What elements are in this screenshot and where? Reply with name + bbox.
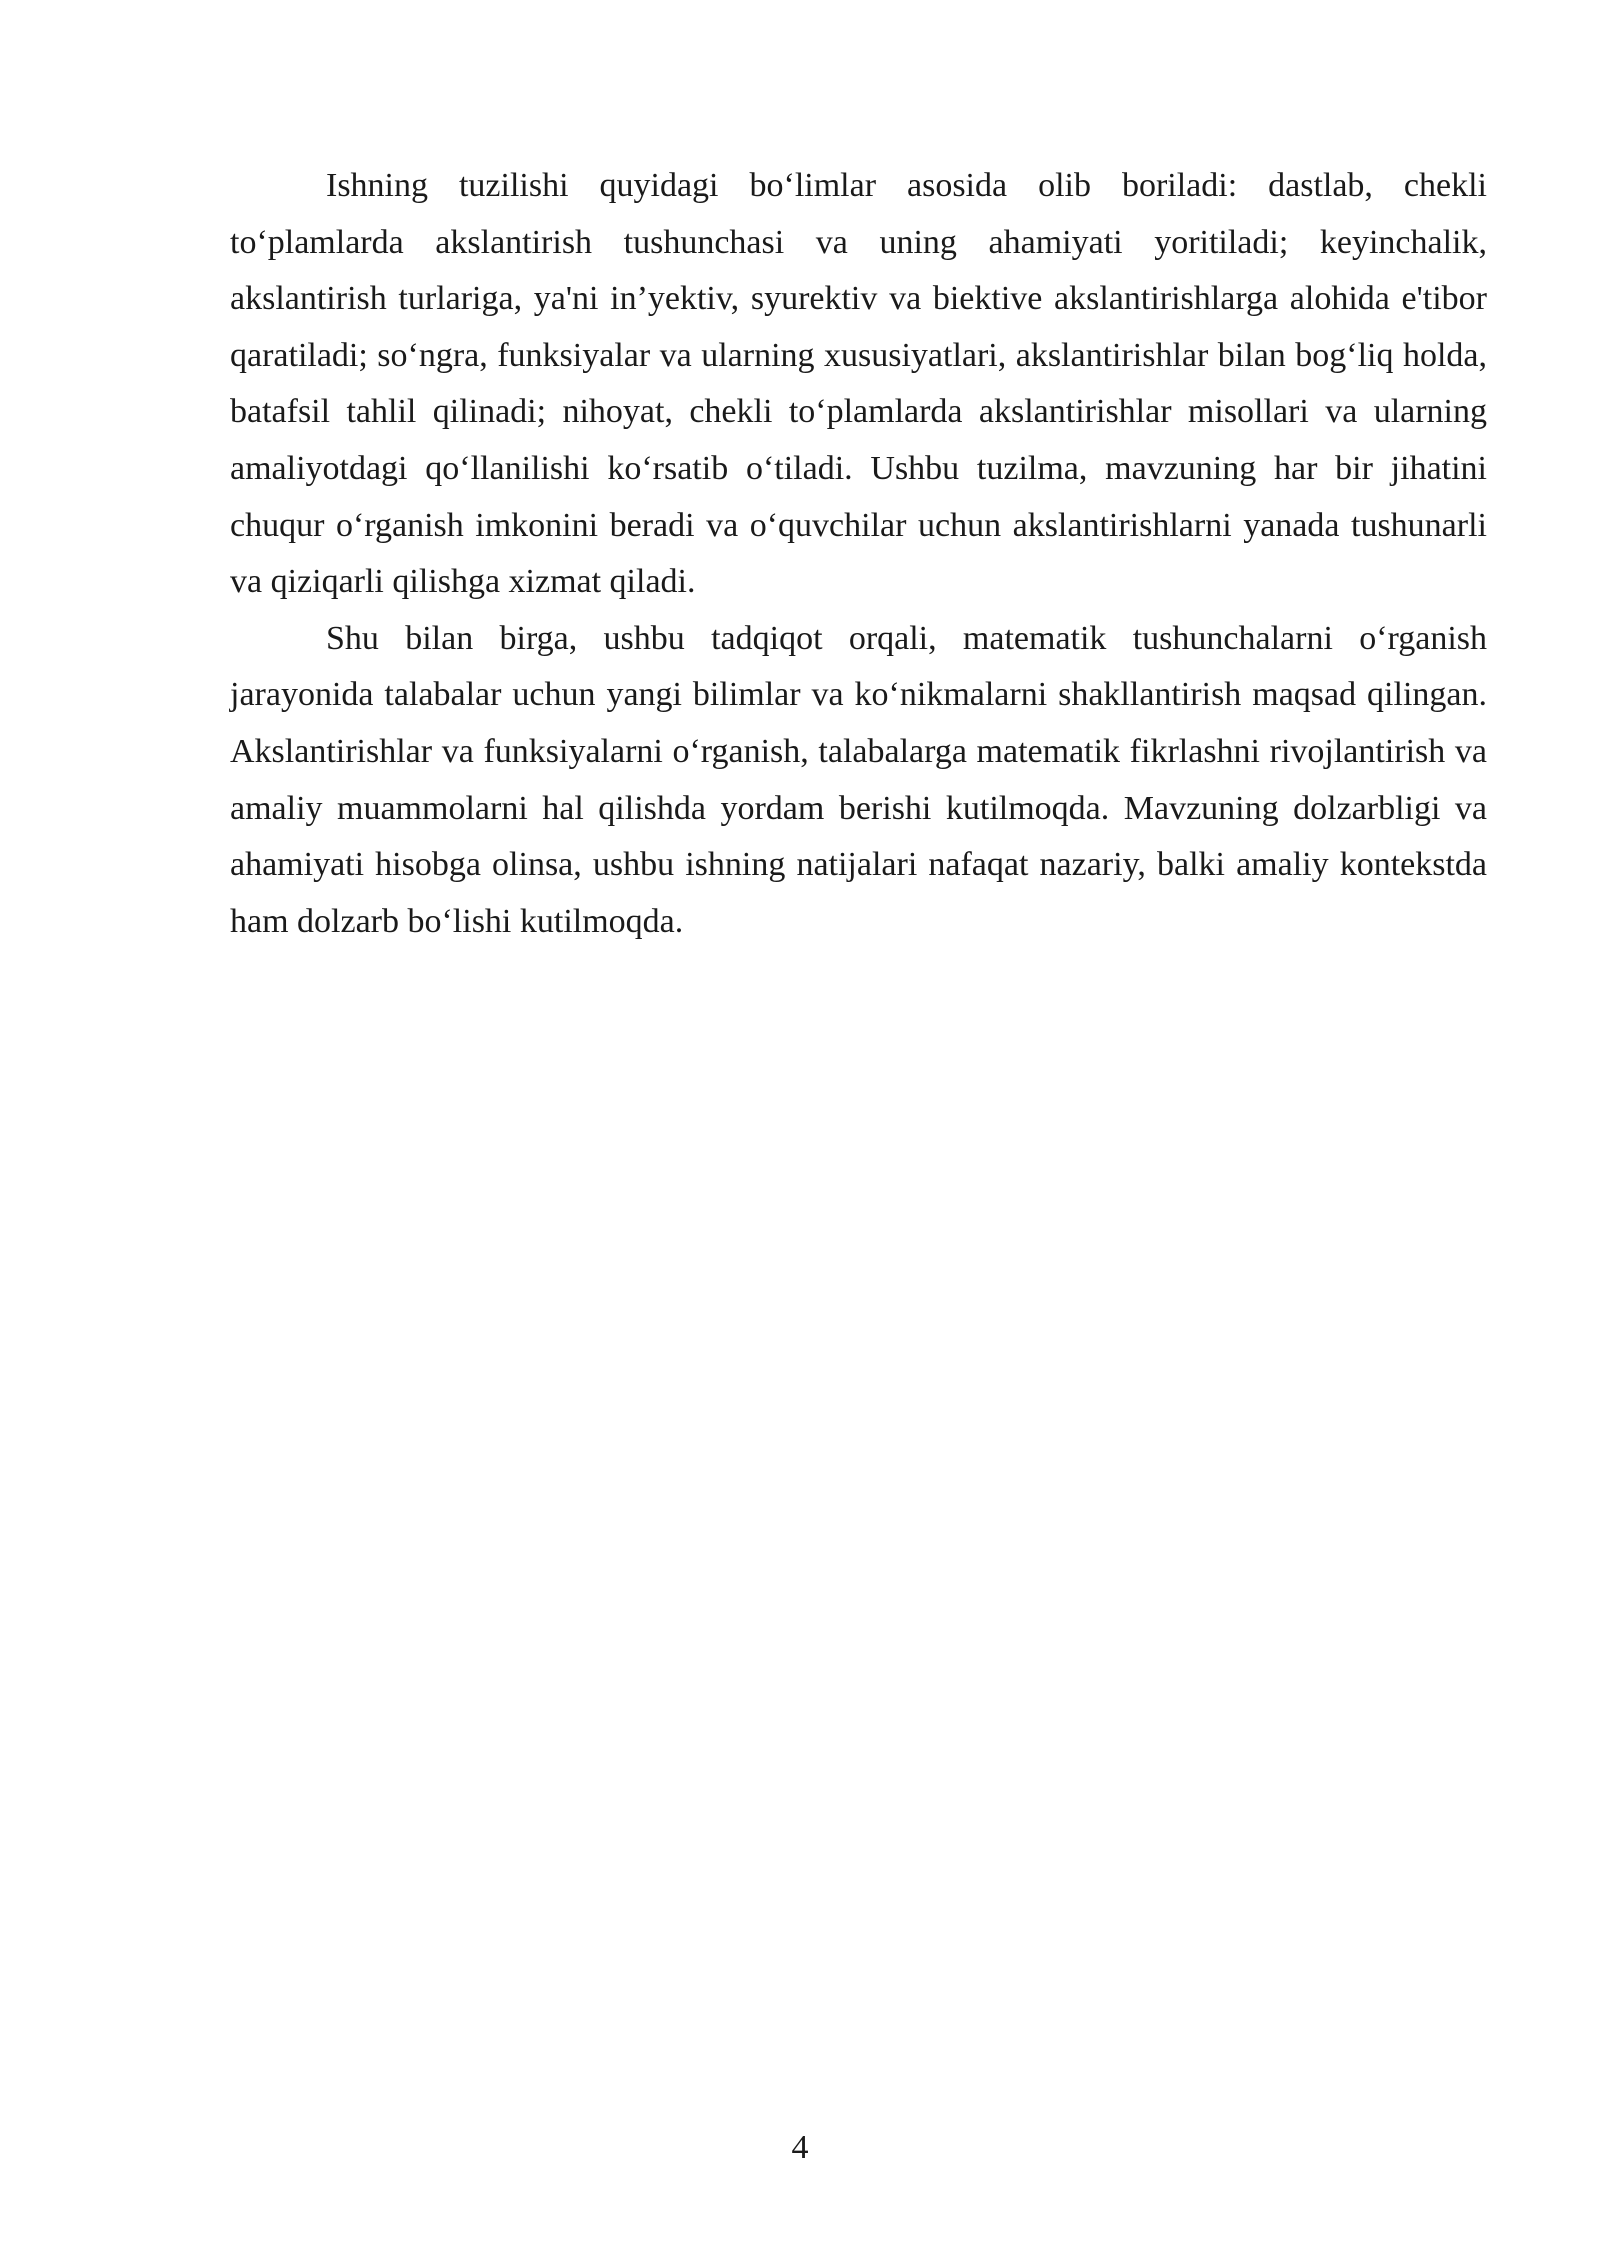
paragraph-goals: Shu bilan birga, ushbu tadqiqot orqali, matematik tushunchalarni o‘rganish jarayonida talabalar uchun yangi bilimlar va ko‘nikmalarni shakllantirish maqsad qilingan. Akslantirishlar va funksiyalarni o‘rganish, talabalarga matematik fikrlashni rivojlantirish va amaliy muammolarni hal qilishda yordam berishi kutilmoqda. Mavzuning dolzarbligi va ahamiyati hisobga olinsa, ushbu ishning natijalari nafaqat nazariy, balki amaliy kontekstda ham dolzarb bo‘lishi kutilmoqda. xyxy=(230,619,1487,940)
body-text xyxy=(230,158,1487,950)
page-number: 4 xyxy=(791,2129,809,2166)
paragraph-structure: Ishning tuzilishi quyidagi bo‘limlar asosida olib boriladi: dastlab, chekli to‘plamlarda akslantirish tushunchasi va uning ahamiyati yoritiladi; keyinchalik, akslantirish turlariga, ya'ni in’yektiv, syurektiv va biektive akslantirishlarga alohida e'tibor qaratiladi; so‘ngra, funksiyalar va ularning xususiyatlari, akslantirishlar bilan bog‘liq holda, batafsil tahlil qilinadi; nihoyat, chekli to‘plamlarda akslantirishlar misollari va ularning amaliyotdagi qo‘llanilishi ko‘rsatib o‘tiladi. Ushbu tuzilma, mavzuning har bir jihatini chuqur o‘rganish imkonini beradi va o‘quvchilar uchun akslantirishlarni yanada tushunarli va qiziqarli qilishga xizmat qiladi. xyxy=(230,167,1487,601)
